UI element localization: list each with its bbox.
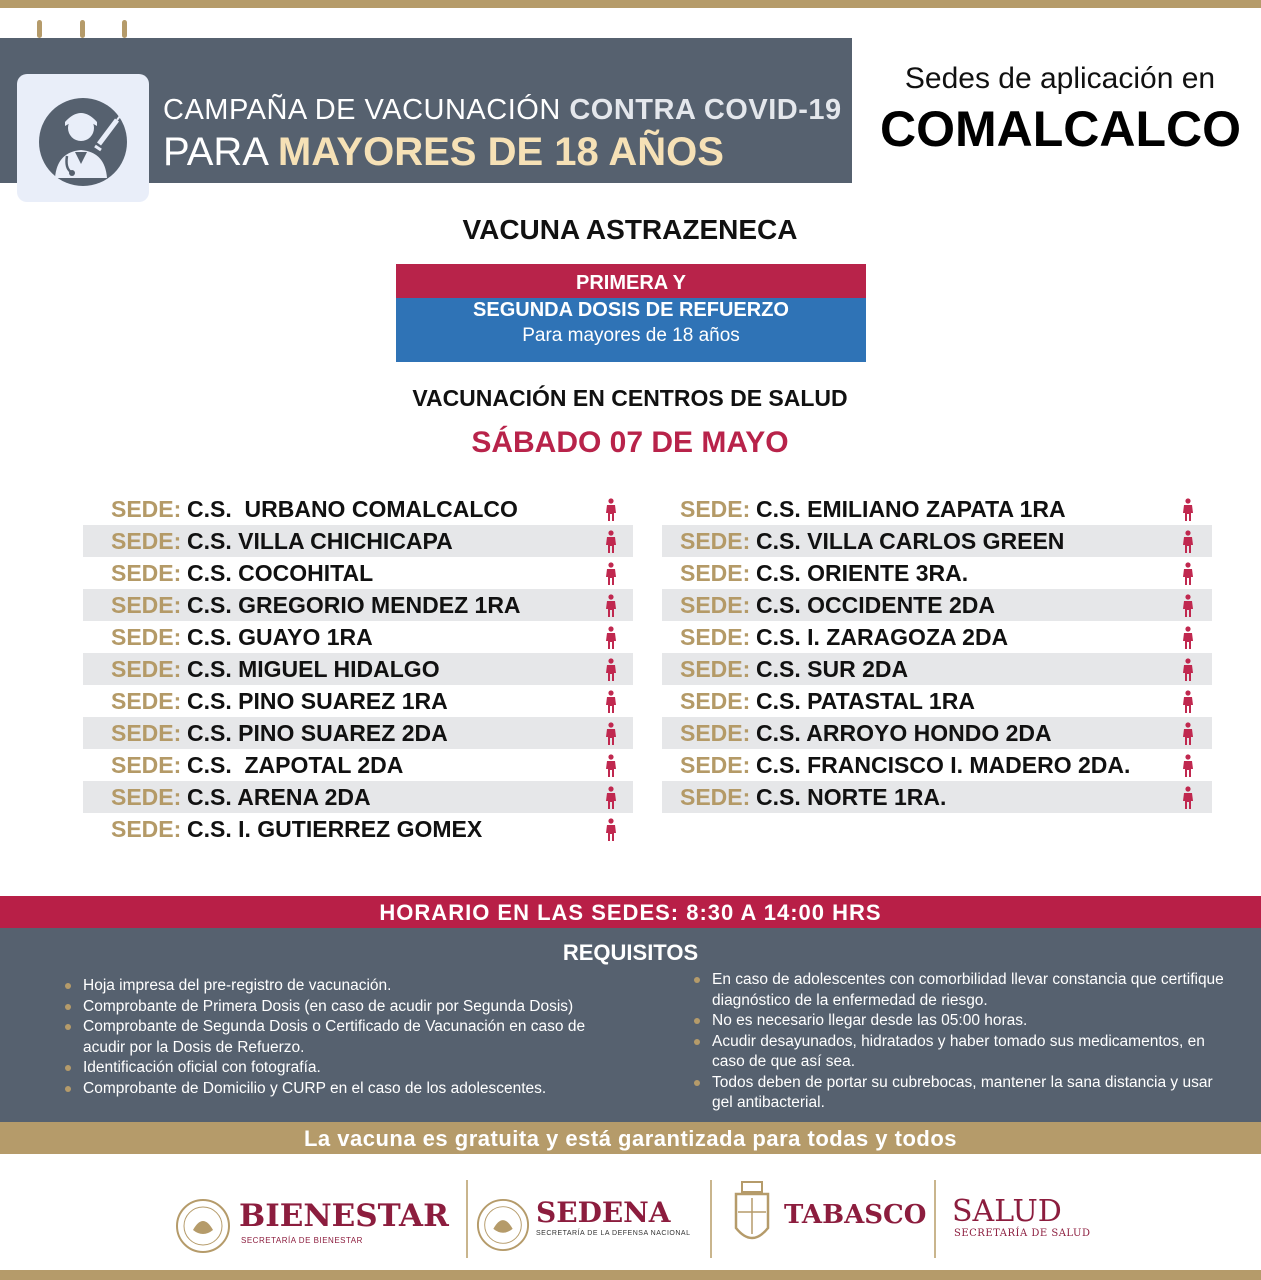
person-icon	[604, 562, 618, 590]
tabasco-shield-icon	[728, 1176, 776, 1252]
site-name: C.S. ARENA 2DA	[187, 784, 371, 810]
dose-box	[396, 264, 866, 362]
person-icon	[604, 786, 618, 814]
site-label: SEDE:	[111, 784, 182, 810]
person-icon	[1181, 754, 1195, 782]
calendar-ring	[80, 20, 85, 38]
site-row	[83, 589, 633, 621]
location-label: Sedes de aplicación en	[904, 62, 1216, 95]
requirements-title: REQUISITOS	[562, 940, 699, 965]
person-icon	[604, 498, 618, 526]
site-row	[83, 717, 633, 749]
site-row	[662, 525, 1212, 557]
site-row	[83, 813, 633, 845]
site-name: C.S. PINO SUAREZ 1RA	[187, 688, 448, 714]
bienestar-logo	[175, 1180, 455, 1260]
dose-line3: Para mayores de 18 años	[522, 325, 740, 346]
site-name: C.S. VILLA CARLOS GREEN	[756, 528, 1065, 554]
site-label: SEDE:	[680, 688, 751, 714]
requirements-list-right	[694, 970, 1224, 1114]
site-row	[83, 621, 633, 653]
site-label: SEDE:	[680, 528, 751, 554]
site-name: C.S. ZAPOTAL 2DA	[187, 752, 404, 778]
site-name: C.S. PINO SUAREZ 2DA	[187, 720, 448, 746]
requirements-panel	[0, 928, 1261, 1122]
sedena-name: SEDENA	[536, 1196, 671, 1229]
site-row	[662, 589, 1212, 621]
site-name: C.S. ORIENTE 3RA.	[756, 560, 969, 586]
site-row	[662, 749, 1212, 781]
site-name: C.S. I. GUTIERREZ GOMEX	[187, 816, 483, 842]
logo-divider	[934, 1180, 936, 1258]
requirement-item: Hoja impresa del pre-registro de vacunación.	[65, 976, 625, 997]
site-list-right	[662, 493, 1212, 813]
logo-divider	[710, 1180, 712, 1258]
requirement-item: Comprobante de Domicilio y CURP en el caso de los adolescentes.	[65, 1079, 625, 1100]
schedule-bar	[0, 896, 1261, 928]
site-name: C.S. SUR 2DA	[756, 656, 909, 682]
site-row	[662, 557, 1212, 589]
sedena-sub: SECRETARÍA DE LA DEFENSA NACIONAL	[536, 1230, 691, 1237]
centers-title: VACUNACIÓN EN CENTROS DE SALUD	[412, 385, 848, 411]
site-row	[662, 493, 1212, 525]
calendar-ring	[37, 20, 42, 38]
person-icon	[604, 530, 618, 558]
site-label: SEDE:	[680, 752, 751, 778]
dose-line1: PRIMERA Y	[575, 272, 687, 294]
bienestar-name: BIENESTAR	[239, 1198, 449, 1234]
site-label: SEDE:	[111, 560, 182, 586]
site-row	[662, 781, 1212, 813]
site-name: C.S. EMILIANO ZAPATA 1RA	[756, 496, 1066, 522]
slogan-text: La vacuna es gratuita y está garantizada para todas y todos	[303, 1126, 958, 1151]
person-icon	[1181, 498, 1195, 526]
site-name: C.S. COCOHITAL	[187, 560, 374, 586]
requirements-list-left	[65, 976, 625, 1099]
person-icon	[1181, 690, 1195, 718]
site-label: SEDE:	[680, 624, 751, 650]
requirement-item: No es necesario llegar desde las 05:00 horas.	[694, 1011, 1224, 1032]
site-row	[83, 525, 633, 557]
site-name: C.S. GUAYO 1RA	[187, 624, 373, 650]
city-title: COMALCALCO	[880, 101, 1242, 157]
sedena-logo	[476, 1180, 706, 1260]
site-label: SEDE:	[680, 496, 751, 522]
site-label: SEDE:	[111, 592, 182, 618]
logo-divider	[466, 1180, 468, 1258]
person-icon	[1181, 626, 1195, 654]
national-seal-icon	[476, 1198, 530, 1252]
person-icon	[1181, 658, 1195, 686]
site-row	[662, 653, 1212, 685]
person-icon	[604, 594, 618, 622]
site-label: SEDE:	[680, 720, 751, 746]
site-name: C.S. MIGUEL HIDALGO	[187, 656, 440, 682]
site-name: C.S. NORTE 1RA.	[756, 784, 947, 810]
site-row	[83, 781, 633, 813]
campaign-banner	[0, 38, 852, 183]
dose-line2: SEGUNDA DOSIS DE REFUERZO	[473, 299, 789, 321]
requirement-item: Comprobante de Primera Dosis (en caso de acudir por Segunda Dosis)	[65, 997, 625, 1018]
person-icon	[604, 626, 618, 654]
event-date: SÁBADO 07 DE MAYO	[471, 426, 789, 459]
site-row	[662, 685, 1212, 717]
site-name: C.S. GREGORIO MENDEZ 1RA	[187, 592, 521, 618]
site-row	[83, 749, 633, 781]
calendar-ring	[122, 20, 127, 38]
site-label: SEDE:	[111, 496, 182, 522]
doctor-vaccine-icon	[17, 74, 149, 202]
site-name: C.S. FRANCISCO I. MADERO 2DA.	[756, 752, 1131, 778]
site-row	[83, 557, 633, 589]
site-name: C.S. ARROYO HONDO 2DA	[756, 720, 1052, 746]
requirement-item: Comprobante de Segunda Dosis o Certificado de Vacunación en caso de acudir por la Dosis de Refuerzo.	[65, 1017, 625, 1058]
site-row	[662, 717, 1212, 749]
site-row	[83, 493, 633, 525]
person-icon	[604, 754, 618, 782]
salud-sub: SECRETARÍA DE SALUD	[954, 1228, 1091, 1239]
site-row	[83, 653, 633, 685]
slogan-bar	[0, 1122, 1261, 1154]
bottom-gold-stripe	[0, 1270, 1261, 1280]
site-name: C.S. VILLA CHICHICAPA	[187, 528, 453, 554]
site-name: C.S. OCCIDENTE 2DA	[756, 592, 995, 618]
person-icon	[604, 690, 618, 718]
tabasco-name: TABASCO	[784, 1200, 927, 1230]
person-icon	[1181, 722, 1195, 750]
bienestar-sub: SECRETARÍA DE BIENESTAR	[241, 1236, 363, 1245]
site-name: C.S. I. ZARAGOZA 2DA	[756, 624, 1009, 650]
national-seal-icon	[175, 1198, 231, 1254]
requirement-item: Todos deben de portar su cubrebocas, mantener la sana distancia y usar gel antibacterial.	[694, 1073, 1224, 1114]
vaccine-title: VACUNA ASTRAZENECA	[462, 214, 798, 245]
site-label: SEDE:	[680, 784, 751, 810]
site-label: SEDE:	[111, 688, 182, 714]
banner-title-line2: PARA MAYORES DE 18 AÑOS	[163, 130, 724, 174]
salud-name: SALUD	[952, 1194, 1062, 1229]
site-label: SEDE:	[111, 752, 182, 778]
person-icon	[1181, 562, 1195, 590]
person-icon	[604, 658, 618, 686]
top-gold-stripe	[0, 0, 1261, 8]
person-icon	[1181, 786, 1195, 814]
schedule-text: HORARIO EN LAS SEDES: 8:30 A 14:00 HRS	[379, 900, 882, 925]
site-label: SEDE:	[111, 720, 182, 746]
site-name: C.S. URBANO COMALCALCO	[187, 496, 518, 522]
site-label: SEDE:	[111, 816, 182, 842]
site-label: SEDE:	[111, 528, 182, 554]
site-name: C.S. PATASTAL 1RA	[756, 688, 975, 714]
banner-title-line1: CAMPAÑA DE VACUNACIÓN CONTRA COVID-19	[163, 94, 842, 126]
requirement-item: Identificación oficial con fotografía.	[65, 1058, 625, 1079]
site-label: SEDE:	[111, 624, 182, 650]
tabasco-logo	[728, 1180, 927, 1260]
site-row	[662, 621, 1212, 653]
person-icon	[604, 818, 618, 846]
site-label: SEDE:	[680, 656, 751, 682]
site-row	[83, 685, 633, 717]
person-icon	[604, 722, 618, 750]
site-list-left	[83, 493, 633, 845]
person-icon	[1181, 594, 1195, 622]
site-label: SEDE:	[111, 656, 182, 682]
salud-logo	[952, 1180, 1102, 1260]
requirement-item: Acudir desayunados, hidratados y haber tomado sus medicamentos, en caso de que así sea.	[694, 1032, 1224, 1073]
site-label: SEDE:	[680, 560, 751, 586]
person-icon	[1181, 530, 1195, 558]
site-label: SEDE:	[680, 592, 751, 618]
requirement-item: En caso de adolescentes con comorbilidad llevar constancia que certifique diagnóstico de la enfermedad de riesgo.	[694, 970, 1224, 1011]
